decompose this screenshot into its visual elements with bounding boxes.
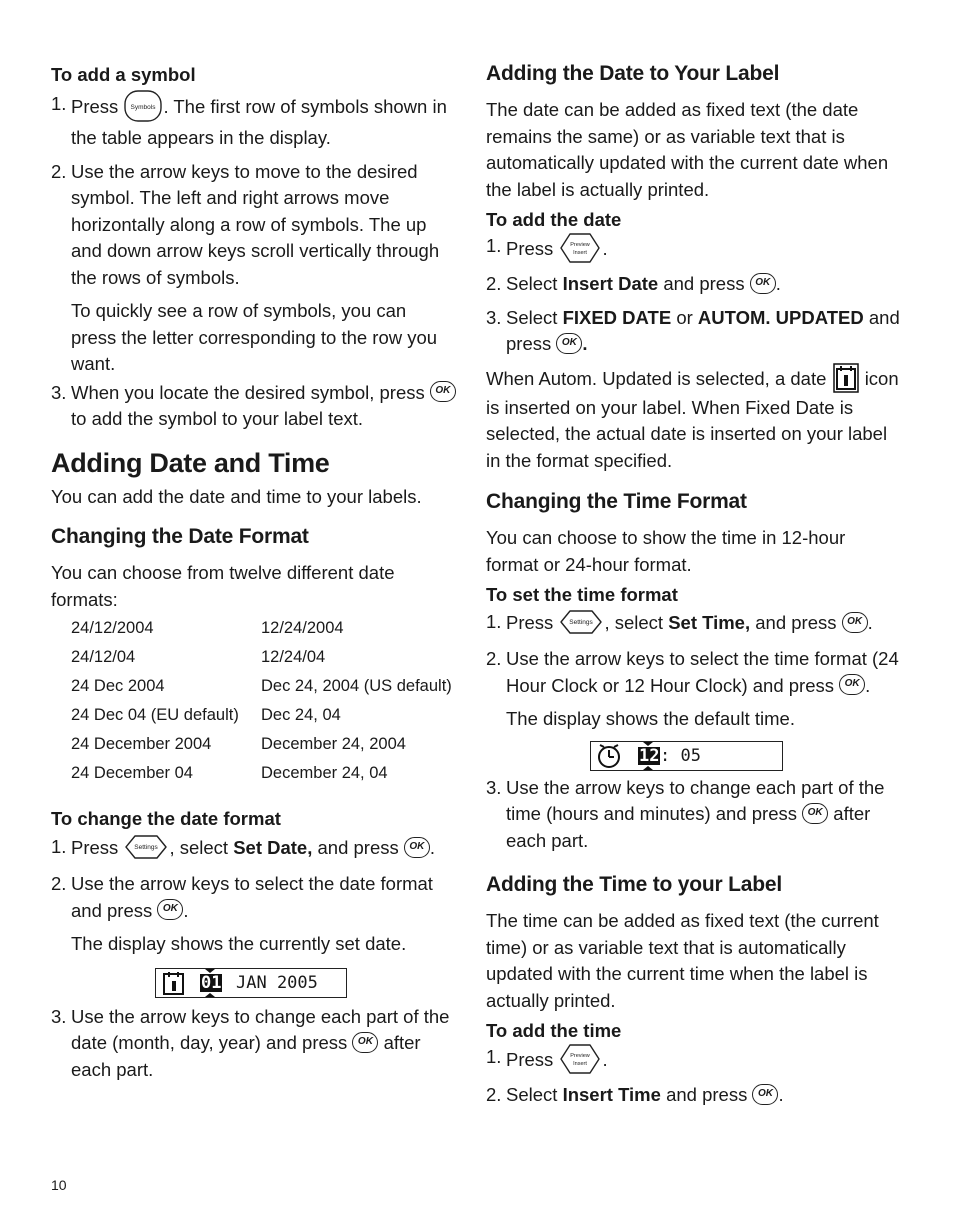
date-format-cell: 24/12/04 [71,648,136,666]
date-format-heading: Changing the Date Format [51,525,309,548]
date-time-intro: You can add the date and time to your labels. [51,485,422,507]
ok-key-icon: OK [556,333,582,354]
add-date-step-2: 2. Select Insert Date and press OK . [486,273,781,294]
svg-text:Insert: Insert [573,250,588,256]
ok-key-icon: OK [430,381,456,402]
svg-text:Symbols: Symbols [130,104,156,111]
add-time-step-2: 2. Select Insert Time and press OK . [486,1084,784,1105]
time-format-intro: You can choose to show the time in 12-hour format or 24-hour format. [486,527,846,575]
date-format-cell: 24 December 2004 [71,735,212,753]
symbols-key-icon [123,89,163,123]
set-time-step-1: 1. Press Settings , select Set Time, and press OK . [486,609,901,639]
ok-key-icon: OK [352,1032,378,1053]
ok-key-icon: OK [842,612,868,633]
set-time-step-3: 3. Use the arrow keys to change each part of the time (hours and minutes) and press OK after each part. [486,776,885,851]
svg-text:Insert: Insert [573,1061,588,1067]
change-date-heading: To change the date format [51,808,281,829]
date-format-cell: 12/24/2004 [261,619,344,637]
date-time-title: Adding Date and Time [51,447,330,478]
time-display-text: : 05 [660,745,701,766]
svg-text:Settings: Settings [569,619,594,626]
svg-text:Preview: Preview [570,1053,591,1059]
change-date-step-3: 3. Use the arrow keys to change each part of the date (month, day, year) and press OK after each part. [51,1005,450,1080]
svg-text:Preview: Preview [570,242,591,248]
date-icon [163,971,185,995]
time-format-heading: Changing the Time Format [486,490,747,513]
date-format-cell: 12/24/04 [261,648,326,666]
clock-icon [595,742,623,770]
add-date-heading: To add the date [486,209,622,230]
date-format-cell: Dec 24, 04 [261,706,341,724]
add-date-step-1: 1. Press Preview Insert . [486,233,901,267]
date-display-highlight: 01 [201,972,222,993]
date-format-cell: 24 December 04 [71,764,193,782]
ok-key-icon: OK [752,1084,778,1105]
ok-key-icon: OK [750,273,776,294]
add-date-note: When Autom. Updated is selected, a date icon is inserted on your label. When Fixed Date is selected, the actual date is inserted on your label in the format specified. [486,365,901,475]
right-column [486,60,901,1109]
date-icon [833,363,859,393]
ok-key-icon: OK [839,674,865,695]
change-date-step-2: 2. Use the arrow keys to select the date format and press OK . [51,873,433,921]
settings-key-icon [558,607,604,637]
date-format-cell: 24 Dec 04 (EU default) [71,706,239,724]
left-column [51,60,456,1083]
time-label-intro: The time can be added as fixed text (the current time) or as variable text that is automatically updated with the current time when the label is actually printed. [486,910,879,1011]
set-time-step-2: 2. Use the arrow keys to select the time format (24 Hour Clock or 12 Hour Clock) and press OK . [486,648,899,696]
add-symbol-step-2: 2. Use the arrow keys to move to the desired symbol. The left and right arrows move horizontally along a row of symbols. The up and down arrow keys scroll vertically through the rows of symbols. [51,160,440,288]
add-symbol-heading: To add a symbol [51,64,196,85]
date-format-cell: December 24, 2004 [261,735,406,753]
preview-insert-key-icon [558,1042,602,1076]
preview-insert-key-icon [558,231,602,265]
settings-key-icon [123,832,169,862]
date-format-cell: December 24, 04 [261,764,388,782]
date-format-cell: Dec 24, 2004 (US default) [261,677,452,695]
add-symbol-step-3: 3. When you locate the desired symbol, press OK to add the symbol to your label text. [51,380,456,433]
set-time-note: The display shows the default time. [506,708,795,729]
page-number: 10 [51,1177,67,1193]
change-date-note: The display shows the currently set date. [71,933,407,954]
date-format-cell: 24/12/2004 [71,619,154,637]
add-time-heading: To add the time [486,1020,622,1041]
date-display-text: JAN 2005 [236,972,318,993]
date-label-heading: Adding the Date to Your Label [486,62,780,85]
ok-key-icon: OK [157,899,183,920]
date-format-table [51,614,456,788]
add-symbol-note: To quickly see a row of symbols, you can press the letter corresponding to the row you want. [71,300,438,374]
date-label-intro: The date can be added as fixed text (the date remains the same) or as variable text that is automatically updated with the current date when the label is actually printed. [486,99,889,200]
change-date-step-1: 1. Press Settings , select Set Date, and press OK . [51,834,456,864]
date-display [155,968,347,998]
time-display [590,741,783,771]
ok-key-icon: OK [404,837,430,858]
date-format-cell: 24 Dec 2004 [71,677,165,695]
time-display-highlight: 12 [639,745,660,766]
set-time-heading: To set the time format [486,584,678,605]
svg-text:Settings: Settings [134,844,159,851]
add-symbol-step-1: 1. Press Symbols . The first row of symbols shown in the table appears in the display. [51,91,456,152]
add-date-step-3: 3. Select FIXED DATE or AUTOM. UPDATED and press OK . [486,306,900,354]
ok-key-icon: OK [802,803,828,824]
date-format-intro: You can choose from twelve different date formats: [51,562,395,610]
add-time-step-1: 1. Press Preview Insert . [486,1044,901,1078]
time-label-heading: Adding the Time to your Label [486,873,782,896]
